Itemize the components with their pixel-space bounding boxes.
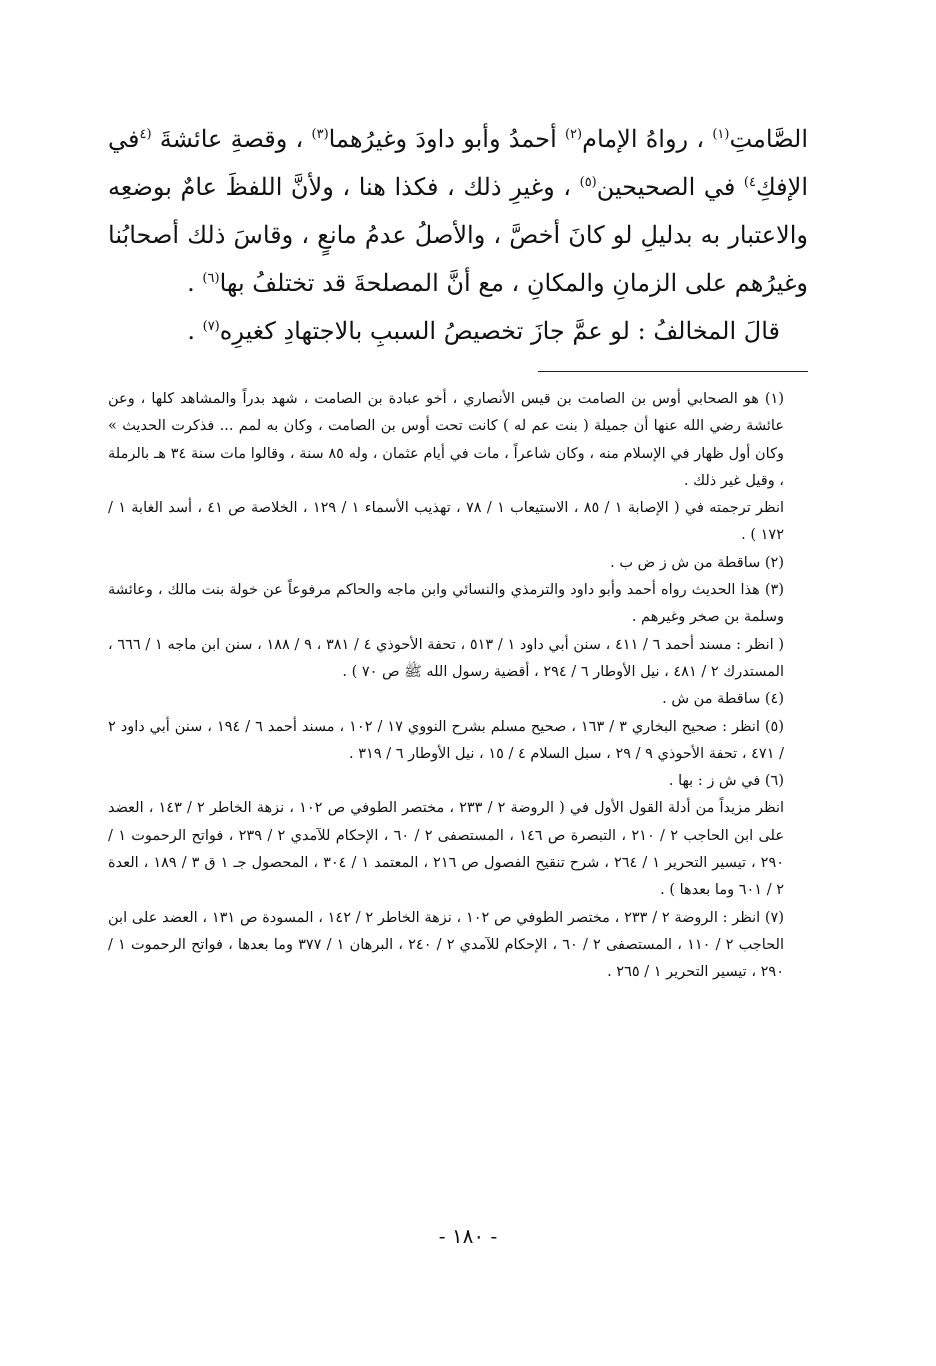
footnote-marker: (٣) bbox=[311, 127, 329, 142]
footnotes bbox=[108, 386, 808, 987]
footnote: ( انظر : مسند أحمد ٦ / ٤١١ ، سنن أبي داود ١ / ٥١٣ ، تحفة الأحوذي ٤ / ٣٨١ ، ٩ / ١٨٨ ، سنن ابن ماجه ١ / ٦٦٦ ، المستدرك ٢ / ٤٨١ ، نيل الأوطار ٦ / ٢٩٤ ، أقضية رسول الله ﷺ ص ٧٠ ) . bbox=[108, 636, 784, 680]
text-run: ، رواهُ الإمام bbox=[582, 125, 713, 153]
main-paragraph bbox=[108, 115, 808, 307]
text-run: . bbox=[187, 317, 203, 345]
text-run: في الإفكِ bbox=[108, 125, 809, 201]
footnote-marker: (٤ bbox=[139, 127, 152, 142]
main-text bbox=[108, 115, 808, 355]
footnote-marker: (٧) bbox=[202, 319, 220, 334]
footnote-marker: (٦) bbox=[202, 271, 220, 286]
text-run: أحمدُ وأبو داودَ وغيرُهما bbox=[328, 125, 565, 153]
footnote: (٣) هذا الحديث رواه أحمد وأبو داود والترمذي والنسائي وابن ماجه والحاكم مرفوعاً عن خولة بنت مالك ، وعائشة وسلمة بن صخر وغيرهم . bbox=[108, 582, 784, 626]
text-run: الصَّامتِ bbox=[729, 125, 808, 153]
main-paragraph bbox=[108, 307, 808, 355]
footnote-marker: (٢) bbox=[564, 127, 583, 142]
footnote-marker: (١) bbox=[712, 127, 730, 142]
text-run: ، وغيرِ ذلك ، فكذا هنا ، ولأنَّ اللفظَ عامٌ بوضعِه والاعتبار به بدليلِ لو كانَ أخصَّ ، والأصلُ عدمُ مانعٍ ، وقاسَ ذلك أصحابُنا وغيرُهم على الزمانِ والمكانِ ، مع أنَّ المصلحةَ قد تختلفُ بها bbox=[108, 173, 808, 297]
footnote: انظر ترجمته في ( الإصابة ١ / ٨٥ ، الاستيعاب ١ / ٧٨ ، تهذيب الأسماء ١ / ١٢٩ ، الخلاصة ص ٤١ ، أسد الغابة ١ / ١٧٢ ) . bbox=[108, 500, 785, 544]
footnote-marker: ٤) bbox=[743, 175, 756, 190]
text-run: . bbox=[187, 269, 203, 297]
footnote: (٦) في ش ز : بها . bbox=[668, 773, 784, 790]
footnote: (٤) ساقطة من ش . bbox=[662, 691, 784, 708]
footnote: (٥) انظر : صحيح البخاري ٣ / ١٦٣ ، صحيح مسلم بشرح النووي ١٧ / ١٠٢ ، مسند أحمد ٦ / ١٩٤ ، سنن أبي داود ٢ / ٤٧١ ، تحفة الأحوذي ٩ / ٢٩ ، سبل السلام ٤ / ١٥ ، نيل الأوطار ٦ / ٣١٩ . bbox=[108, 718, 785, 762]
text-run: ، وقصةِ عائشةَ bbox=[151, 125, 312, 153]
footnote: (١) هو الصحابي أوس بن الصامت بن قيس الأنصاري ، أخو عبادة بن الصامت ، شهد بدراً والمشاهد كلها ، وعن عائشة رضي الله عنها أن جميلة ( بنت عم له ) كانت تحت أوس بن الصامت ، وكان به لمم ... فذكرت الحديث » وكان أول ظهار في الإسلام منه ، وكان شاعراً ، مات في أيام عثمان ، وله ٨٥ سنة ، وقالوا مات سنة ٣٤ هـ بالرملة ، وقيل غير ذلك . bbox=[108, 391, 784, 489]
footnote-separator bbox=[538, 371, 808, 372]
footnote: (٢) ساقطة من ش ز ض ب . bbox=[610, 554, 784, 571]
page-number: - ١٨٠ - bbox=[438, 1224, 498, 1248]
text-run: قالَ المخالفُ : لو عمَّ جازَ تخصيصُ السببِ بالاجتهادِ كغيرِه bbox=[219, 317, 780, 345]
text-run: في الصحيحين bbox=[596, 173, 744, 201]
footnote-marker: (٥) bbox=[579, 175, 597, 190]
footnote: (٧) انظر : الروضة ٢ / ٢٣٣ ، مختصر الطوفي ص ١٠٢ ، نزهة الخاطر ٢ / ١٤٢ ، المسودة ص ١٣١ ، العضد على ابن الحاجب ٢ / ١١٠ ، المستصفى ٢ / ٦٠ ، الإحكام للآمدي ٢ / ٢٤٠ ، البرهان ١ / ٣٧٧ وما بعدها ، فواتح الرحموت ١ / ٢٩٠ ، تيسير التحرير ١ / ٢٦٥ . bbox=[108, 909, 785, 981]
footnote: انظر مزيداً من أدلة القول الأول في ( الروضة ٢ / ٢٣٣ ، مختصر الطوفي ص ١٠٢ ، نزهة الخاطر ٢ / ١٤٣ ، العضد على ابن الحاجب ٢ / ٢١٠ ، التبصرة ص ١٤٦ ، المستصفى ٢ / ٦٠ ، الإحكام للآمدي ٢ / ٢٣٩ ، فواتح الرحموت ١ / ٢٩٠ ، تيسير التحرير ١ / ٢٦٤ ، شرح تنقيح الفصول ص ٢١٦ ، المعتمد ١ / ٣٠٤ ، المحصول جـ ١ ق ٣ / ١٨٩ ، العدة ٢ / ٦٠١ وما بعدها ) . bbox=[108, 800, 785, 899]
